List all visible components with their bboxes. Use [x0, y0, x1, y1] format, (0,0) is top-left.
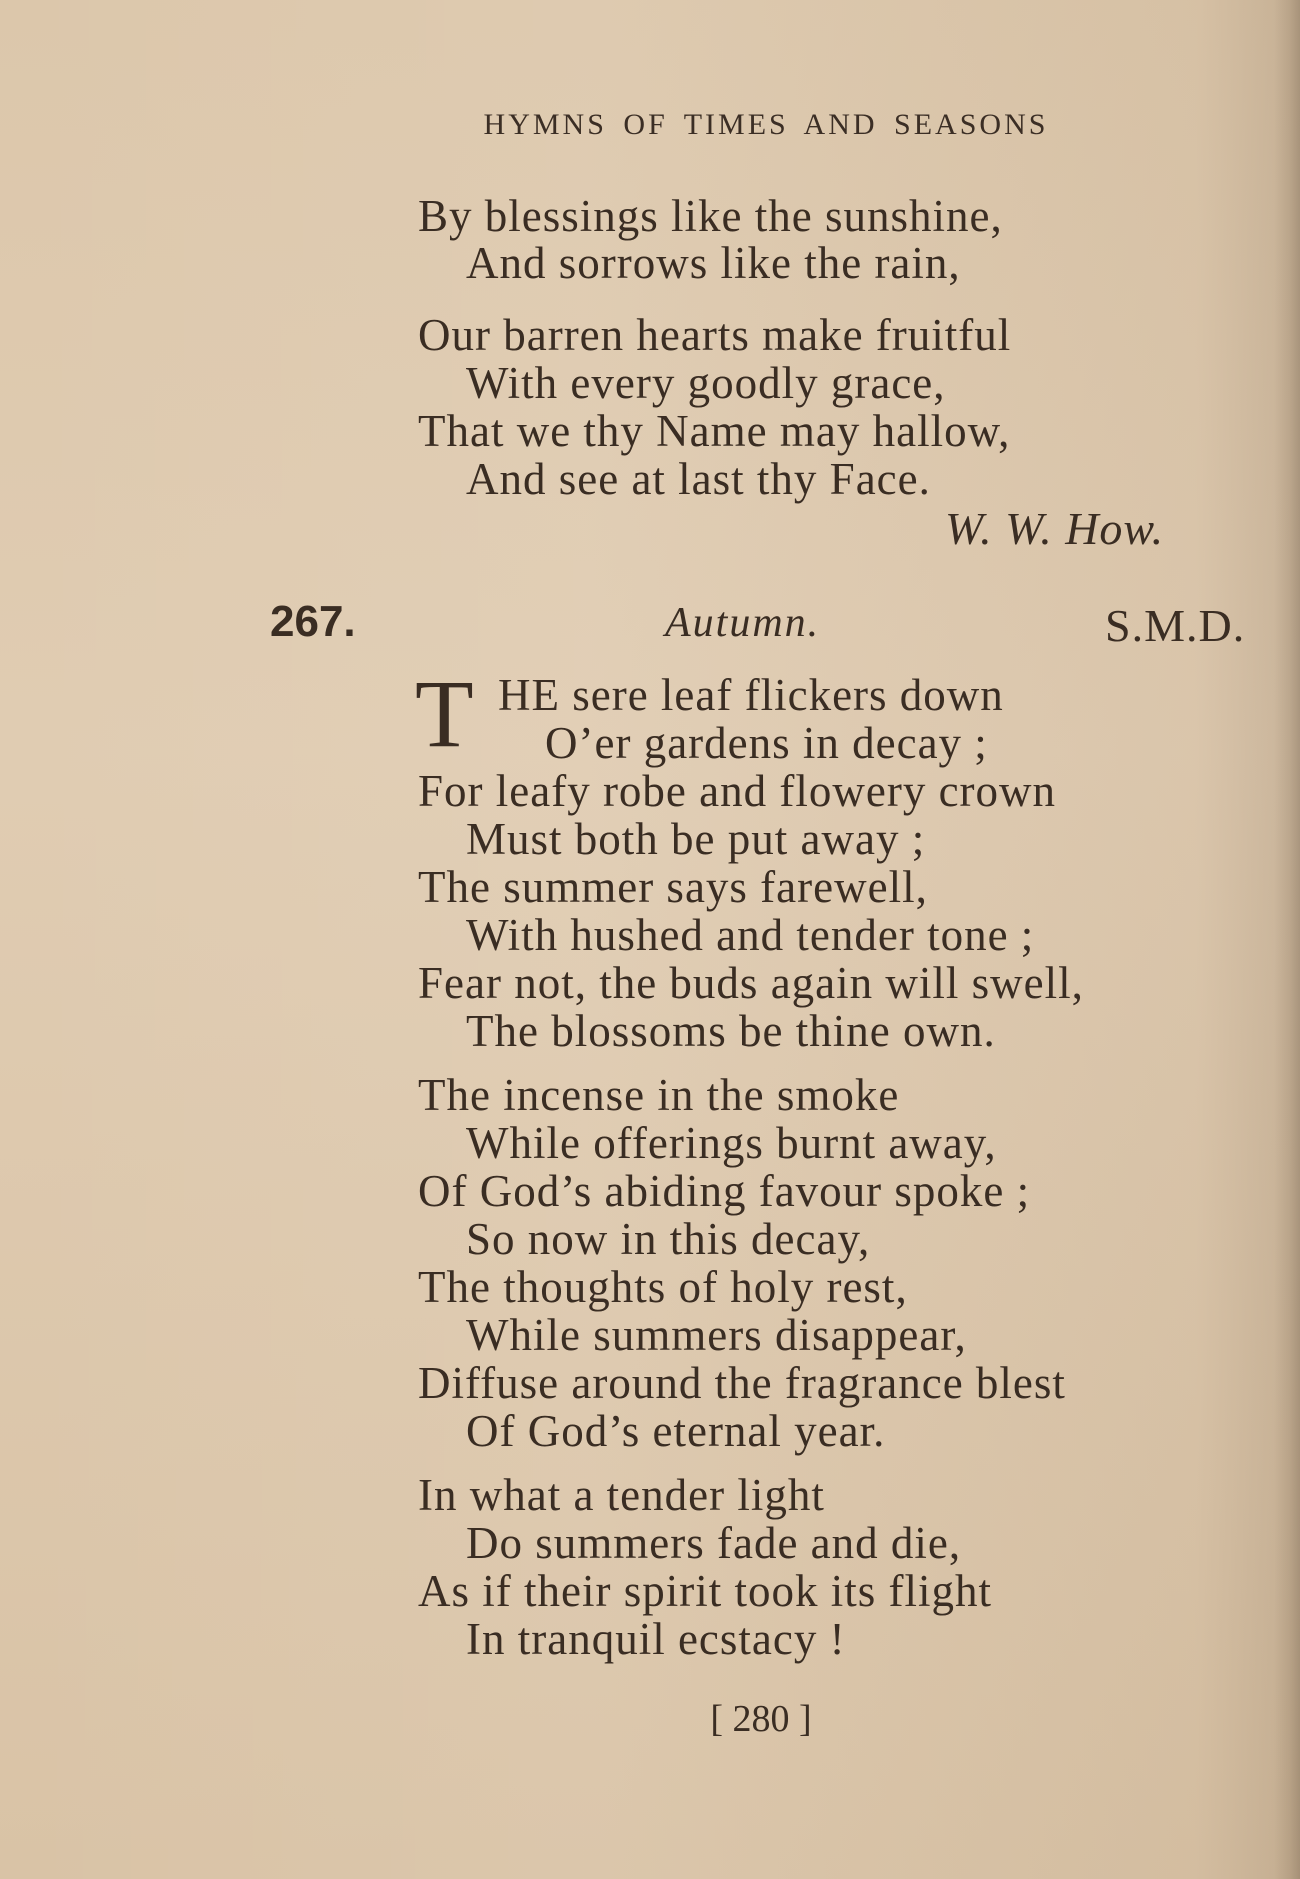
verse-line: Of God’s eternal year. [466, 1406, 886, 1456]
running-head: HYMNS OF TIMES AND SEASONS [483, 108, 1049, 141]
verse-line: While summers disappear, [466, 1310, 967, 1360]
verse-line: Our barren hearts make fruitful [418, 310, 1012, 360]
verse-line: O’er gardens in decay ; [545, 718, 988, 768]
verse-line: While offerings burnt away, [466, 1118, 997, 1168]
verse-line: By blessings like the sunshine, [418, 191, 1003, 241]
verse-line: That we thy Name may hallow, [418, 406, 1011, 456]
hymn-author: W. W. How. [945, 503, 1165, 554]
verse-line: As if their spirit took its flight [418, 1566, 992, 1616]
hymn-meter: S.M.D. [1105, 600, 1246, 651]
verse-line: In what a tender light [418, 1470, 825, 1520]
drop-cap: T [415, 660, 474, 767]
verse-line: And sorrows like the rain, [466, 238, 961, 288]
page-edge-shadow [1274, 0, 1300, 1879]
verse-line: The incense in the smoke [418, 1070, 900, 1120]
verse-line: The blossoms be thine own. [466, 1006, 996, 1056]
verse-line: With hushed and tender tone ; [466, 910, 1035, 960]
verse-line: The thoughts of holy rest, [418, 1262, 908, 1312]
verse-line: Must both be put away ; [466, 814, 926, 864]
verse-line: And see at last thy Face. [466, 454, 931, 504]
verse-line: Diffuse around the fragrance blest [418, 1358, 1066, 1408]
hymn-number: 267. [270, 597, 356, 646]
verse-line: HE sere leaf flickers down [498, 670, 1004, 720]
verse-line: Fear not, the buds again will swell, [418, 958, 1084, 1008]
verse-line: Of God’s abiding favour spoke ; [418, 1166, 1031, 1216]
verse-line: For leafy robe and flowery crown [418, 766, 1057, 816]
verse-line: With every goodly grace, [466, 358, 946, 408]
page-number: [ 280 ] [710, 1698, 812, 1740]
verse-line: In tranquil ecstacy ! [466, 1614, 846, 1664]
verse-line: The summer says farewell, [418, 862, 928, 912]
verse-line: Do summers fade and die, [466, 1518, 962, 1568]
verse-line: So now in this decay, [466, 1214, 871, 1264]
hymn-title: Autumn. [665, 600, 821, 646]
